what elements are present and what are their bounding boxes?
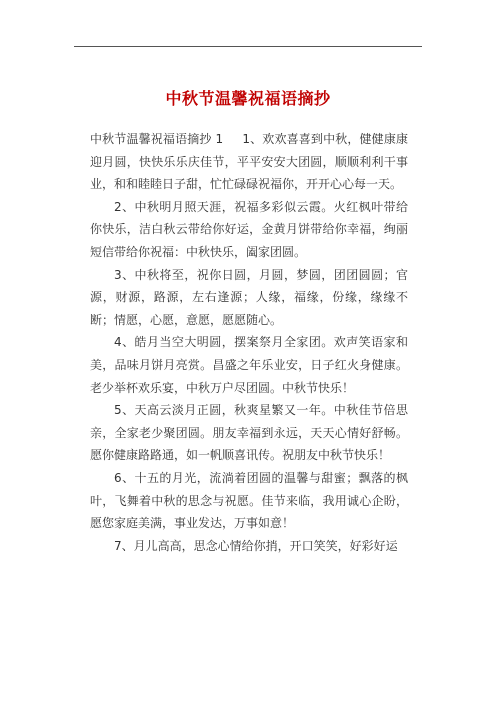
paragraph-6: 6、十五的月光，流淌着团圆的温馨与甜蜜；飘落的枫叶，飞舞着中秋的思念与祝愿。佳节来临，我用诚心企盼，愿您家庭美满，事业发达，万事如意！ (90, 470, 408, 531)
paragraph-2: 2、中秋明月照天涯，祝福多彩似云霞。火红枫叶带给你快乐，洁白秋云带给你好运，金黄月饼带给你幸福，绚丽短信带给你祝福：中秋快乐，阖家团圆。 (90, 199, 408, 259)
document-title: 中秋节温馨祝福语摘抄 (165, 89, 331, 108)
paragraph-5: 5、天高云淡月正圆，秋爽星繁又一年。中秋佳节倍思亲，全家老少聚团圆。朋友幸福到永远，天天心情好舒畅。愿你健康路路通，如一帆顺喜讯传。祝朋友中秋节快乐！ (90, 403, 408, 463)
paragraph-1 (90, 128, 408, 196)
paragraph-text: 1、欢欢喜喜到中秋，健健康康迎月圆，快快乐乐庆佳节，平平安安大团圆，顺顺利利干事业，和和睦睦日子甜，忙忙碌碌祝福你，开开心心每一天。 (90, 132, 408, 192)
paragraph-3: 3、中秋将至，祝你日圆，月圆，梦圆，团团圆圆；官源，财源，路源，左右逢源；人缘，福缘，份缘，缘缘不断；情愿，心愿，意愿，愿愿随心。 (90, 267, 408, 327)
document-body (90, 128, 408, 557)
paragraph-4: 4、皓月当空大明圆，摆案祭月全家团。欢声笑语家和美，品味月饼月亮赏。昌盛之年乐业安，日子红火身健康。老少举杯欢乐宴，中秋万户尽团圆。中秋节快乐！ (90, 335, 408, 395)
paragraph-7: 7、月儿高高，思念心情给你捎，开口笑笑，好彩好运 (114, 538, 398, 553)
document-lead: 中秋节温馨祝福语摘抄 1 (90, 132, 224, 146)
header-rule (74, 46, 422, 47)
